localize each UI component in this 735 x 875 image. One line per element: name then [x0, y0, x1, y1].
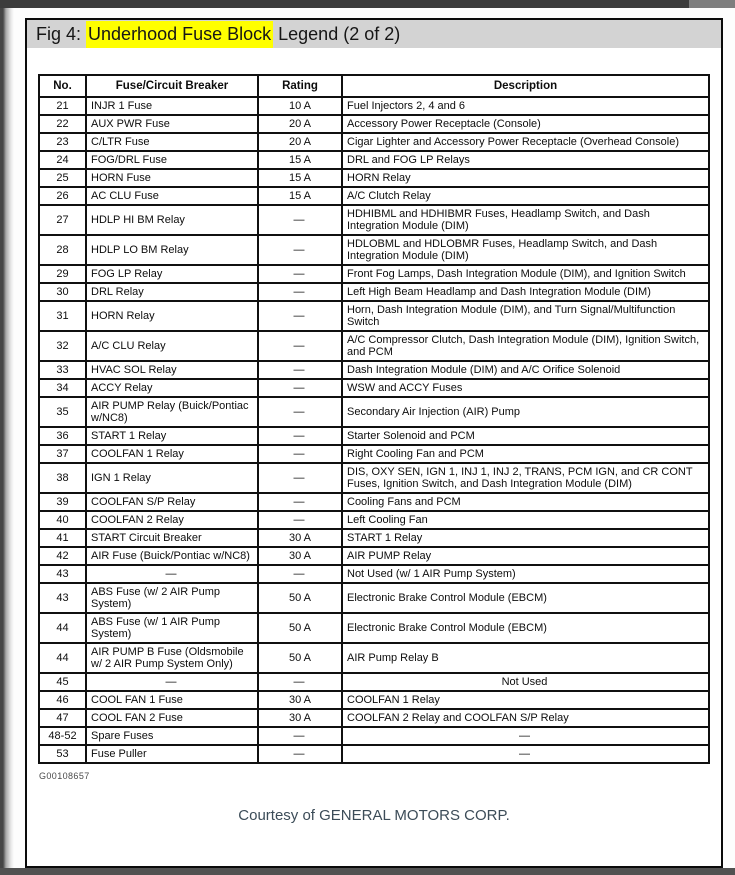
cell-rating: 30 A [258, 691, 342, 709]
column-header: Fuse/Circuit Breaker [86, 75, 258, 97]
table-row [39, 565, 709, 583]
viewer-bottom-bar [0, 868, 735, 875]
cell-fuse-name: AIR Fuse (Buick/Pontiac w/NC8) [86, 547, 258, 565]
table-row [39, 331, 709, 361]
cell-description: Fuel Injectors 2, 4 and 6 [342, 97, 709, 115]
cell-description: A/C Compressor Clutch, Dash Integration Module (DIM), Ignition Switch, and PCM [342, 331, 709, 361]
table-row [39, 397, 709, 427]
cell-description: Left Cooling Fan [342, 511, 709, 529]
cell-description: Cigar Lighter and Accessory Power Receptacle (Overhead Console) [342, 133, 709, 151]
cell-description: Left High Beam Headlamp and Dash Integration Module (DIM) [342, 283, 709, 301]
cell-no: 25 [39, 169, 86, 187]
cell-fuse-name: COOLFAN 2 Relay [86, 511, 258, 529]
cell-rating: — [258, 397, 342, 427]
table-row [39, 361, 709, 379]
column-header: No. [39, 75, 86, 97]
cell-rating: — [258, 235, 342, 265]
viewer-top-bar [0, 0, 735, 8]
table-row [39, 643, 709, 673]
table-row [39, 745, 709, 763]
column-header: Rating [258, 75, 342, 97]
cell-fuse-name: HDLP LO BM Relay [86, 235, 258, 265]
cell-rating: 20 A [258, 115, 342, 133]
cell-no: 31 [39, 301, 86, 331]
table-row [39, 547, 709, 565]
cell-rating: — [258, 427, 342, 445]
cell-no: 53 [39, 745, 86, 763]
courtesy-line: Courtesy of GENERAL MOTORS CORP. [238, 807, 510, 824]
cell-fuse-name: COOLFAN S/P Relay [86, 493, 258, 511]
cell-fuse-name: AIR PUMP Relay (Buick/Pontiac w/NC8) [86, 397, 258, 427]
cell-fuse-name: — [86, 673, 258, 691]
cell-fuse-name: FOG LP Relay [86, 265, 258, 283]
cell-no: 36 [39, 427, 86, 445]
cell-no: 23 [39, 133, 86, 151]
table-row [39, 727, 709, 745]
cell-fuse-name: START Circuit Breaker [86, 529, 258, 547]
cell-fuse-name: ACCY Relay [86, 379, 258, 397]
cell-rating: 50 A [258, 643, 342, 673]
table-row [39, 151, 709, 169]
document-body [27, 74, 721, 824]
cell-no: 34 [39, 379, 86, 397]
table-row [39, 511, 709, 529]
column-header: Description [342, 75, 709, 97]
cell-no: 38 [39, 463, 86, 493]
cell-description: A/C Clutch Relay [342, 187, 709, 205]
cell-rating: — [258, 511, 342, 529]
cell-description: COOLFAN 2 Relay and COOLFAN S/P Relay [342, 709, 709, 727]
cell-rating: — [258, 727, 342, 745]
cell-fuse-name: HORN Relay [86, 301, 258, 331]
cell-rating: — [258, 361, 342, 379]
cell-no: 28 [39, 235, 86, 265]
document-frame [25, 18, 723, 868]
figure-title-bar [27, 20, 721, 48]
cell-rating: 20 A [258, 133, 342, 151]
cell-no: 37 [39, 445, 86, 463]
cell-description: Starter Solenoid and PCM [342, 427, 709, 445]
fuse-table-body [39, 97, 709, 763]
table-row [39, 493, 709, 511]
cell-no: 22 [39, 115, 86, 133]
cell-no: 35 [39, 397, 86, 427]
cell-description: DRL and FOG LP Relays [342, 151, 709, 169]
cell-fuse-name: START 1 Relay [86, 427, 258, 445]
cell-description: — [342, 727, 709, 745]
cell-rating: — [258, 205, 342, 235]
table-row [39, 205, 709, 235]
cell-no: 44 [39, 613, 86, 643]
table-row [39, 133, 709, 151]
table-row [39, 613, 709, 643]
cell-description: — [342, 745, 709, 763]
cell-fuse-name: HORN Fuse [86, 169, 258, 187]
table-row [39, 235, 709, 265]
cell-rating: 30 A [258, 529, 342, 547]
cell-no: 41 [39, 529, 86, 547]
table-row [39, 283, 709, 301]
cell-rating: — [258, 265, 342, 283]
table-row [39, 583, 709, 613]
cell-rating: 30 A [258, 547, 342, 565]
cell-rating: — [258, 445, 342, 463]
cell-rating: — [258, 463, 342, 493]
table-row [39, 97, 709, 115]
cell-description: HDLOBML and HDLOBMR Fuses, Headlamp Switch, and Dash Integration Module (DIM) [342, 235, 709, 265]
table-row [39, 187, 709, 205]
cell-description: Dash Integration Module (DIM) and A/C Orifice Solenoid [342, 361, 709, 379]
cell-description: Not Used [342, 673, 709, 691]
cell-no: 48-52 [39, 727, 86, 745]
cell-description: WSW and ACCY Fuses [342, 379, 709, 397]
cell-rating: 15 A [258, 169, 342, 187]
table-row [39, 673, 709, 691]
cell-rating: — [258, 283, 342, 301]
figure-title-highlight: Underhood Fuse Block [86, 21, 273, 48]
cell-rating: — [258, 379, 342, 397]
cell-fuse-name: ABS Fuse (w/ 1 AIR Pump System) [86, 613, 258, 643]
cell-fuse-name: AC CLU Fuse [86, 187, 258, 205]
cell-description: Accessory Power Receptacle (Console) [342, 115, 709, 133]
cell-no: 33 [39, 361, 86, 379]
table-row [39, 691, 709, 709]
table-row [39, 445, 709, 463]
cell-fuse-name: Fuse Puller [86, 745, 258, 763]
cell-rating: — [258, 745, 342, 763]
cell-no: 29 [39, 265, 86, 283]
cell-fuse-name: COOL FAN 1 Fuse [86, 691, 258, 709]
cell-fuse-name: Spare Fuses [86, 727, 258, 745]
cell-no: 46 [39, 691, 86, 709]
cell-rating: — [258, 493, 342, 511]
cell-rating: — [258, 331, 342, 361]
cell-rating: — [258, 301, 342, 331]
cell-rating: — [258, 565, 342, 583]
table-row [39, 115, 709, 133]
cell-description: AIR Pump Relay B [342, 643, 709, 673]
cell-description: Front Fog Lamps, Dash Integration Module (DIM), and Ignition Switch [342, 265, 709, 283]
cell-fuse-name: COOLFAN 1 Relay [86, 445, 258, 463]
cell-no: 43 [39, 583, 86, 613]
cell-description: START 1 Relay [342, 529, 709, 547]
page-left-edge-shadow [0, 8, 14, 868]
cell-description: HORN Relay [342, 169, 709, 187]
cell-description: AIR PUMP Relay [342, 547, 709, 565]
cell-fuse-name: AIR PUMP B Fuse (Oldsmobile w/ 2 AIR Pump System Only) [86, 643, 258, 673]
figure-title-suffix: Legend (2 of 2) [273, 23, 401, 44]
table-row [39, 265, 709, 283]
cell-description: DIS, OXY SEN, IGN 1, INJ 1, INJ 2, TRANS, PCM IGN, and CR CONT Fuses, Ignition Switch, and Dash Integration Module (DIM) [342, 463, 709, 493]
cell-fuse-name: DRL Relay [86, 283, 258, 301]
cell-no: 21 [39, 97, 86, 115]
figure-title-prefix: Fig 4: [36, 23, 87, 44]
cell-no: 30 [39, 283, 86, 301]
table-row [39, 427, 709, 445]
table-row [39, 301, 709, 331]
cell-no: 47 [39, 709, 86, 727]
cell-description: Right Cooling Fan and PCM [342, 445, 709, 463]
cell-fuse-name: ABS Fuse (w/ 2 AIR Pump System) [86, 583, 258, 613]
cell-no: 39 [39, 493, 86, 511]
cell-description: Cooling Fans and PCM [342, 493, 709, 511]
cell-fuse-name: FOG/DRL Fuse [86, 151, 258, 169]
cell-description: HDHIBML and HDHIBMR Fuses, Headlamp Switch, and Dash Integration Module (DIM) [342, 205, 709, 235]
cell-no: 24 [39, 151, 86, 169]
cell-fuse-name: COOL FAN 2 Fuse [86, 709, 258, 727]
cell-rating: 15 A [258, 151, 342, 169]
cell-rating: — [258, 673, 342, 691]
cell-rating: 50 A [258, 583, 342, 613]
table-row [39, 463, 709, 493]
cell-fuse-name: C/LTR Fuse [86, 133, 258, 151]
cell-no: 40 [39, 511, 86, 529]
cell-rating: 50 A [258, 613, 342, 643]
cell-description: COOLFAN 1 Relay [342, 691, 709, 709]
cell-fuse-name: INJR 1 Fuse [86, 97, 258, 115]
cell-description: Not Used (w/ 1 AIR Pump System) [342, 565, 709, 583]
cell-description: Electronic Brake Control Module (EBCM) [342, 613, 709, 643]
cell-description: Secondary Air Injection (AIR) Pump [342, 397, 709, 427]
cell-no: 44 [39, 643, 86, 673]
cell-fuse-name: — [86, 565, 258, 583]
fuse-table-header [39, 75, 709, 97]
table-row [39, 709, 709, 727]
cell-fuse-name: HVAC SOL Relay [86, 361, 258, 379]
header-row [39, 75, 709, 97]
cell-no: 43 [39, 565, 86, 583]
fuse-table [38, 74, 710, 764]
cell-no: 32 [39, 331, 86, 361]
cell-description: Horn, Dash Integration Module (DIM), and Turn Signal/Multifunction Switch [342, 301, 709, 331]
cell-fuse-name: A/C CLU Relay [86, 331, 258, 361]
viewer-top-bar-corner [689, 0, 735, 8]
table-row [39, 379, 709, 397]
cell-fuse-name: IGN 1 Relay [86, 463, 258, 493]
cell-fuse-name: AUX PWR Fuse [86, 115, 258, 133]
table-row [39, 169, 709, 187]
cell-description: Electronic Brake Control Module (EBCM) [342, 583, 709, 613]
cell-rating: 10 A [258, 97, 342, 115]
figure-id: G00108657 [39, 771, 90, 781]
cell-no: 45 [39, 673, 86, 691]
cell-no: 27 [39, 205, 86, 235]
cell-rating: 15 A [258, 187, 342, 205]
table-row [39, 529, 709, 547]
cell-no: 26 [39, 187, 86, 205]
cell-no: 42 [39, 547, 86, 565]
cell-fuse-name: HDLP HI BM Relay [86, 205, 258, 235]
cell-rating: 30 A [258, 709, 342, 727]
